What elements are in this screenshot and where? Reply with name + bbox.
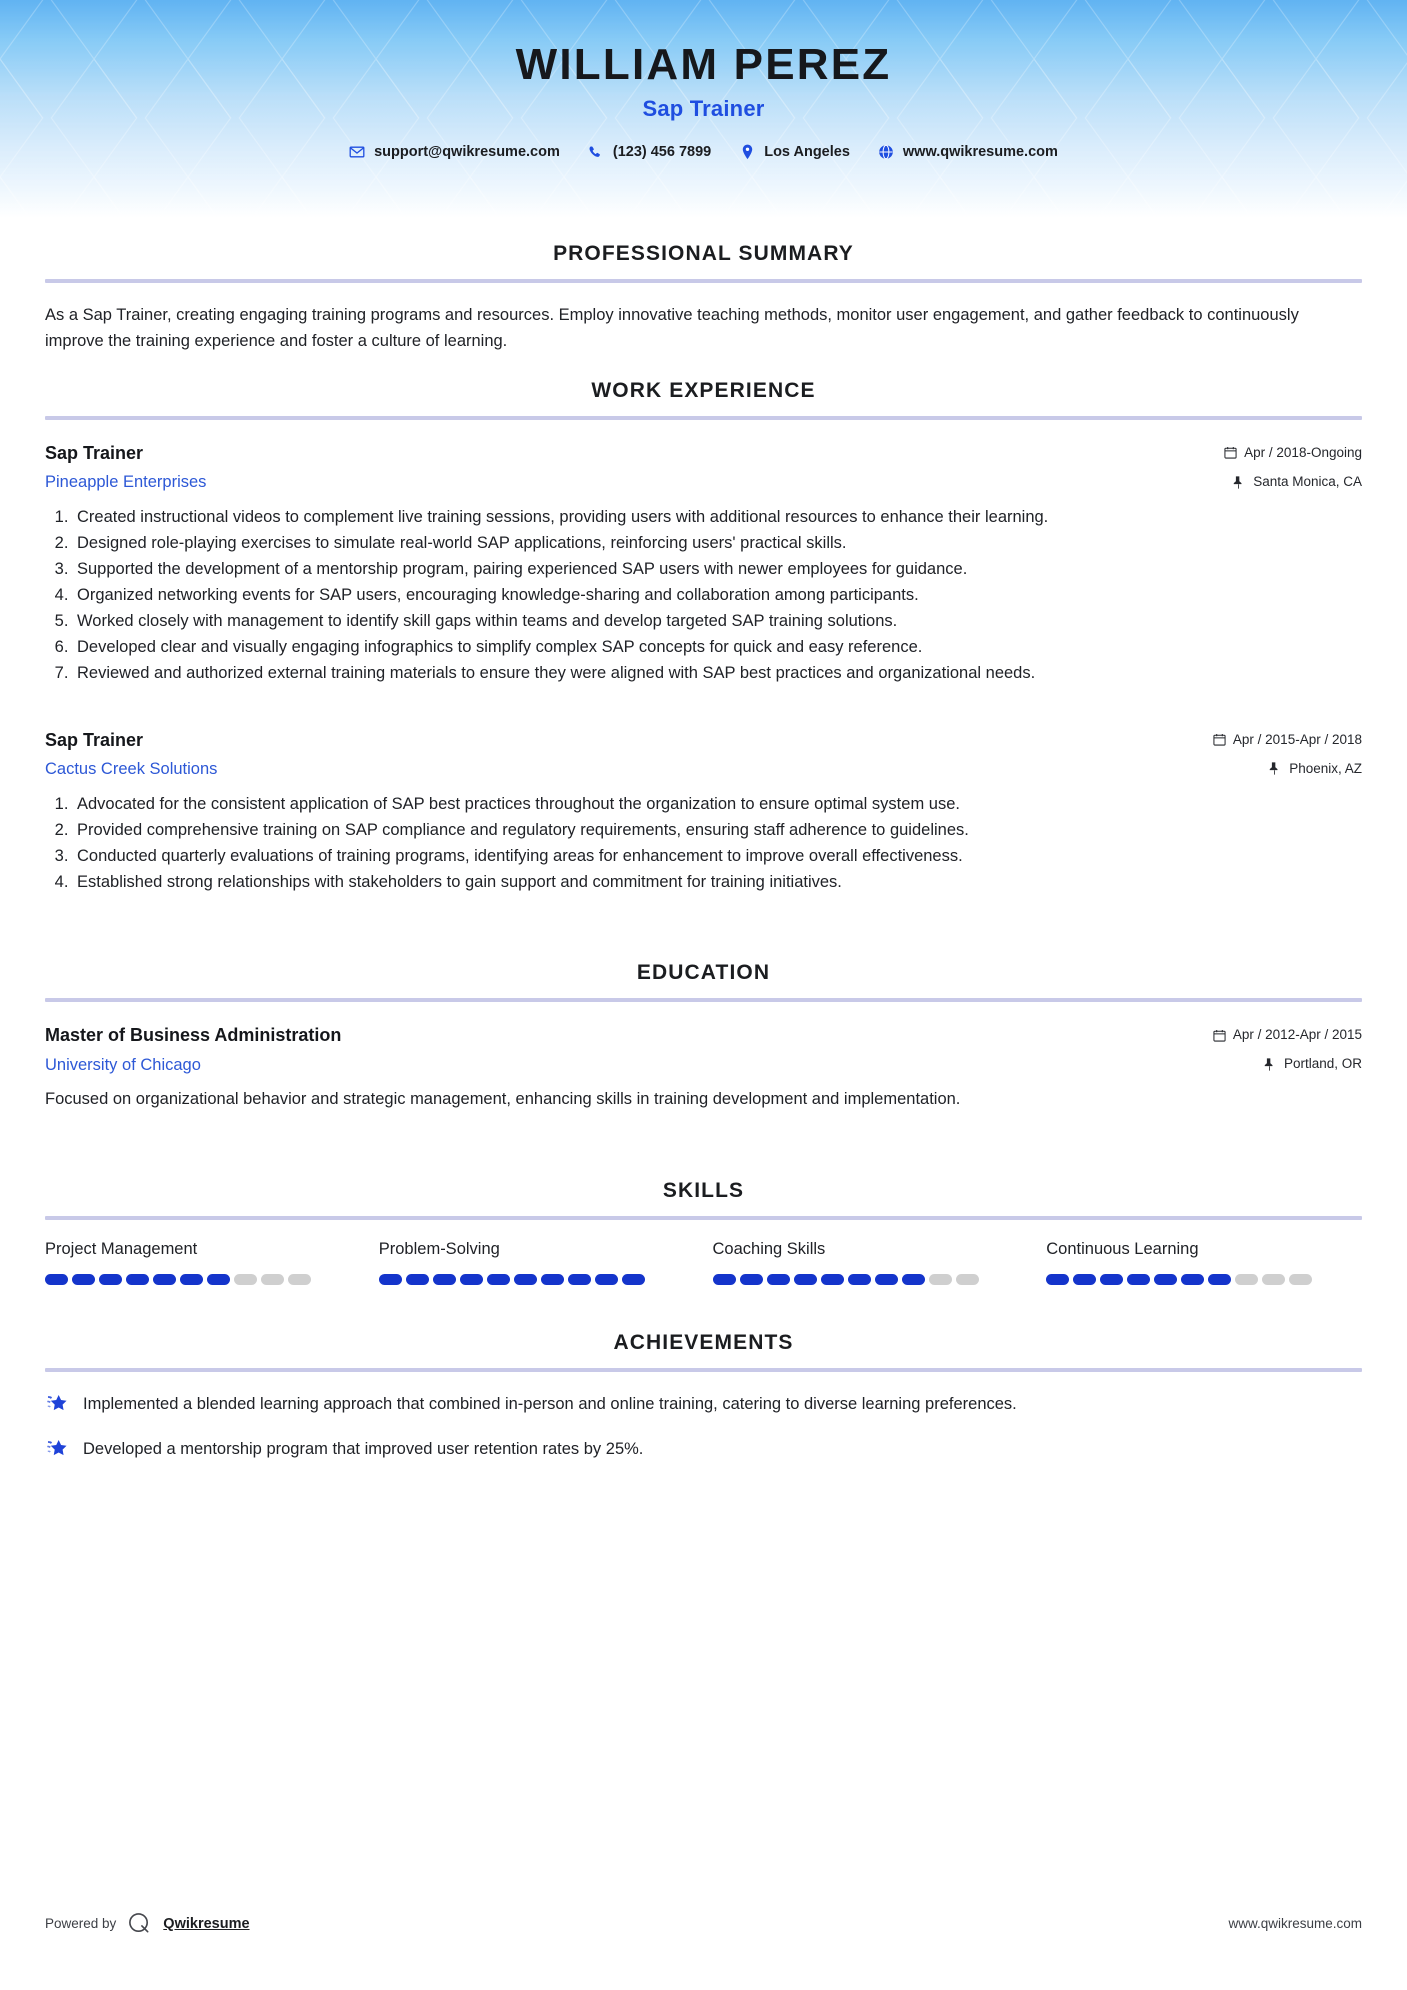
education-dates bbox=[1152, 1027, 1362, 1043]
star-icon bbox=[45, 1392, 70, 1417]
job-bullets bbox=[45, 791, 1362, 895]
skill-item bbox=[379, 1240, 695, 1285]
summary-text: As a Sap Trainer, creating engaging training programs and resources. Employ innovative teaching methods, monitor user engagement, and gather feedback to continuously improve the training experience and foster a culture of learning. bbox=[45, 306, 1299, 351]
contact-row bbox=[0, 144, 1407, 160]
skill-segment bbox=[568, 1274, 591, 1285]
footer-powered-by-label: Powered by bbox=[45, 1916, 117, 1931]
job-bullet: 7. Reviewed and authorized external training materials to ensure they were aligned with SAP best practices and organizational needs. bbox=[73, 660, 1362, 686]
skill-label: Continuous Learning bbox=[1046, 1239, 1199, 1258]
section-divider bbox=[45, 416, 1362, 420]
education-entry-meta bbox=[1152, 1024, 1362, 1072]
contact-website-value: www.qwikresume.com bbox=[902, 144, 1058, 161]
pin-icon bbox=[1233, 476, 1246, 489]
job-bullet: 3. Conducted quarterly evaluations of training programs, identifying areas for enhancement to improve overall effectiveness. bbox=[73, 843, 1362, 869]
experience-entry-header bbox=[45, 442, 1362, 493]
section-education bbox=[45, 937, 1362, 1113]
skill-segment bbox=[72, 1274, 95, 1285]
section-heading-summary: PROFESSIONAL SUMMARY bbox=[553, 242, 854, 265]
skill-segment bbox=[1262, 1274, 1285, 1285]
skill-segment bbox=[1100, 1274, 1123, 1285]
degree-title: Master of Business Administration bbox=[45, 1025, 342, 1046]
pin-icon bbox=[1264, 1058, 1277, 1071]
skill-segment bbox=[180, 1274, 203, 1285]
contact-website[interactable] bbox=[864, 144, 1072, 160]
skill-segment bbox=[956, 1274, 979, 1285]
school-name[interactable]: University of Chicago bbox=[45, 1055, 201, 1074]
skill-segment bbox=[1046, 1274, 1069, 1285]
skill-segment bbox=[821, 1274, 844, 1285]
skill-segment bbox=[1235, 1274, 1258, 1285]
skill-segment bbox=[288, 1274, 311, 1285]
section-divider bbox=[45, 998, 1362, 1002]
skill-segment bbox=[406, 1274, 429, 1285]
footer-branding bbox=[45, 1911, 250, 1936]
globe-icon bbox=[878, 144, 894, 160]
experience-entry bbox=[45, 442, 1362, 687]
calendar-icon bbox=[1224, 446, 1237, 459]
education-dates-value: Apr / 2012-Apr / 2015 bbox=[1232, 1027, 1362, 1043]
skill-segment bbox=[622, 1274, 645, 1285]
skill-segment bbox=[99, 1274, 122, 1285]
skill-segment bbox=[207, 1274, 230, 1285]
section-professional-summary bbox=[45, 218, 1362, 355]
section-heading-experience: WORK EXPERIENCE bbox=[591, 378, 816, 402]
qwikresume-logo-icon bbox=[127, 1911, 152, 1936]
job-location bbox=[1152, 761, 1362, 777]
contact-phone[interactable] bbox=[574, 144, 725, 160]
map-pin-icon bbox=[739, 144, 755, 160]
section-divider bbox=[45, 1216, 1362, 1220]
contact-email[interactable] bbox=[335, 144, 574, 160]
contact-location-value: Los Angeles bbox=[764, 144, 850, 161]
phone-icon bbox=[588, 144, 604, 160]
skill-segment bbox=[1073, 1274, 1096, 1285]
skill-segment bbox=[126, 1274, 149, 1285]
calendar-icon bbox=[1213, 733, 1226, 746]
footer-website[interactable]: www.qwikresume.com bbox=[1228, 1916, 1362, 1931]
achievement-item bbox=[45, 1391, 1362, 1417]
section-divider bbox=[45, 279, 1362, 283]
resume-body bbox=[0, 218, 1407, 1462]
skill-level-bar bbox=[713, 1274, 1029, 1285]
education-entry bbox=[45, 1024, 1362, 1113]
job-title: Sap Trainer bbox=[45, 729, 144, 750]
experience-entry-left bbox=[45, 442, 1152, 493]
section-heading-skills: SKILLS bbox=[662, 1178, 745, 1202]
experience-entry-meta bbox=[1152, 729, 1362, 777]
job-bullet: 5. Worked closely with management to identify skill gaps within teams and develop targeted SAP training solutions. bbox=[73, 608, 1362, 634]
skill-segment bbox=[153, 1274, 176, 1285]
skill-label: Problem-Solving bbox=[378, 1239, 500, 1258]
skill-segment bbox=[929, 1274, 952, 1285]
job-dates-value: Apr / 2018-Ongoing bbox=[1244, 444, 1362, 460]
education-location bbox=[1152, 1056, 1362, 1072]
job-bullet: 6. Developed clear and visually engaging infographics to simplify complex SAP concepts for quick and easy reference. bbox=[73, 634, 1362, 660]
skill-segment bbox=[875, 1274, 898, 1285]
skill-segment bbox=[1289, 1274, 1312, 1285]
skill-item bbox=[45, 1240, 361, 1285]
skill-level-bar bbox=[45, 1274, 361, 1285]
job-dates bbox=[1152, 732, 1362, 748]
section-heading-achievements: ACHIEVEMENTS bbox=[613, 1330, 794, 1354]
education-entry-header bbox=[45, 1024, 1362, 1075]
skill-segment bbox=[1208, 1274, 1231, 1285]
section-skills bbox=[45, 1155, 1362, 1285]
skill-segment bbox=[487, 1274, 510, 1285]
job-bullets bbox=[45, 504, 1362, 686]
job-bullet: 4. Organized networking events for SAP users, encouraging knowledge-sharing and collaboration among participants. bbox=[73, 582, 1362, 608]
calendar-icon bbox=[1213, 1029, 1226, 1042]
section-achievements bbox=[45, 1307, 1362, 1462]
job-location bbox=[1152, 474, 1362, 490]
skill-segment bbox=[541, 1274, 564, 1285]
contact-email-value: support@qwikresume.com bbox=[374, 144, 560, 161]
experience-entry-header bbox=[45, 729, 1362, 780]
skill-segment bbox=[514, 1274, 537, 1285]
achievements-list bbox=[45, 1391, 1362, 1462]
achievement-item bbox=[45, 1436, 1362, 1462]
job-bullet: 2. Designed role-playing exercises to simulate real-world SAP applications, reinforcing users' practical skills. bbox=[73, 530, 1362, 556]
skills-grid bbox=[45, 1240, 1362, 1285]
job-dates bbox=[1152, 445, 1362, 461]
skill-segment bbox=[740, 1274, 763, 1285]
skill-label: Project Management bbox=[45, 1239, 198, 1258]
skill-item bbox=[713, 1240, 1029, 1285]
skill-segment bbox=[595, 1274, 618, 1285]
contact-phone-value: (123) 456 7899 bbox=[612, 144, 712, 161]
skill-segment bbox=[1181, 1274, 1204, 1285]
skill-segment bbox=[794, 1274, 817, 1285]
skill-level-bar bbox=[1046, 1274, 1362, 1285]
contact-location bbox=[725, 144, 864, 160]
job-dates-value: Apr / 2015-Apr / 2018 bbox=[1232, 731, 1362, 747]
skill-segment bbox=[902, 1274, 925, 1285]
education-description: Focused on organizational behavior and strategic management, enhancing skills in training development and implementation. bbox=[45, 1090, 961, 1109]
skill-item bbox=[1046, 1240, 1362, 1285]
footer-brand-link[interactable]: Qwikresume bbox=[163, 1915, 250, 1932]
company-name[interactable]: Pineapple Enterprises bbox=[45, 473, 207, 492]
job-bullet: 1. Created instructional videos to complement live training sessions, providing users with additional resources to enhance their learning. bbox=[73, 504, 1362, 530]
education-entry-left bbox=[45, 1024, 1152, 1075]
job-bullet: 1. Advocated for the consistent application of SAP best practices throughout the organization to ensure optimal system use. bbox=[73, 791, 1362, 817]
candidate-job-title: Sap Trainer bbox=[642, 96, 765, 122]
envelope-icon bbox=[349, 144, 365, 160]
candidate-name: WILLIAM PEREZ bbox=[515, 40, 892, 89]
skill-segment bbox=[1154, 1274, 1177, 1285]
achievement-text: Implemented a blended learning approach that combined in-person and online training, catering to diverse learning preferences. bbox=[83, 1394, 1017, 1413]
pin-icon bbox=[1269, 762, 1282, 775]
section-divider bbox=[45, 1368, 1362, 1372]
section-heading-education: EDUCATION bbox=[636, 961, 771, 985]
star-icon bbox=[45, 1437, 70, 1462]
skill-segment bbox=[767, 1274, 790, 1285]
skill-segment bbox=[713, 1274, 736, 1285]
job-location-value: Santa Monica, CA bbox=[1253, 473, 1362, 489]
job-bullet: 3. Supported the development of a mentorship program, pairing experienced SAP users with newer employees for guidance. bbox=[73, 556, 1362, 582]
job-location-value: Phoenix, AZ bbox=[1289, 760, 1362, 776]
resume-footer bbox=[45, 1911, 1362, 1936]
resume-header bbox=[0, 0, 1407, 218]
skill-label: Coaching Skills bbox=[712, 1239, 826, 1258]
experience-entry-meta bbox=[1152, 442, 1362, 490]
job-bullet: 2. Provided comprehensive training on SAP compliance and regulatory requirements, ensuring staff adherence to guidelines. bbox=[73, 817, 1362, 843]
skill-segment bbox=[379, 1274, 402, 1285]
skill-level-bar bbox=[379, 1274, 695, 1285]
skill-segment bbox=[1127, 1274, 1150, 1285]
achievement-text: Developed a mentorship program that improved user retention rates by 25%. bbox=[83, 1439, 644, 1458]
skill-segment bbox=[234, 1274, 257, 1285]
job-bullet: 4. Established strong relationships with stakeholders to gain support and commitment for training initiatives. bbox=[73, 869, 1362, 895]
skill-segment bbox=[460, 1274, 483, 1285]
experience-entry bbox=[45, 729, 1362, 896]
skill-segment bbox=[45, 1274, 68, 1285]
job-title: Sap Trainer bbox=[45, 442, 144, 463]
company-name[interactable]: Cactus Creek Solutions bbox=[45, 760, 218, 779]
section-work-experience bbox=[45, 355, 1362, 895]
skill-segment bbox=[848, 1274, 871, 1285]
education-location-value: Portland, OR bbox=[1283, 1056, 1362, 1072]
skill-segment bbox=[433, 1274, 456, 1285]
skill-segment bbox=[261, 1274, 284, 1285]
experience-entry-left bbox=[45, 729, 1152, 780]
